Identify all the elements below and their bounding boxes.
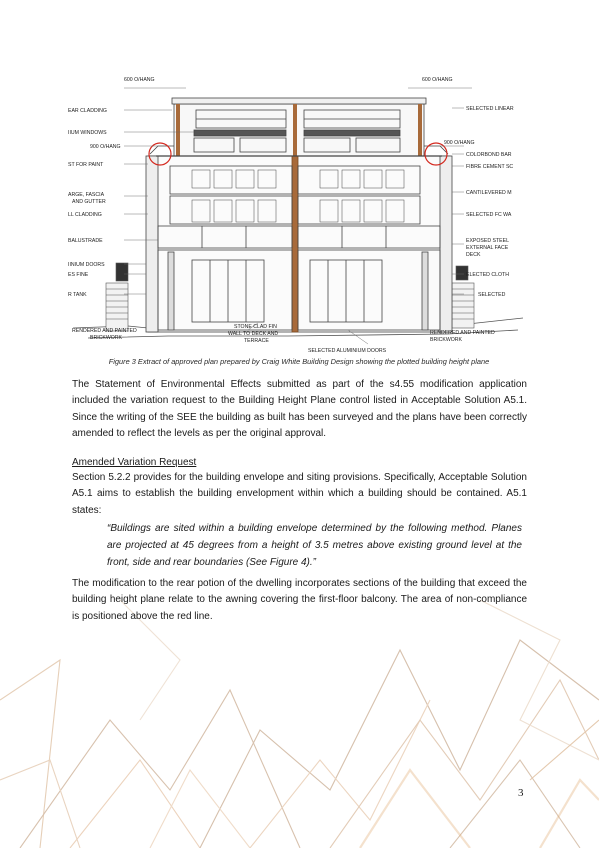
section-heading: Amended Variation Request	[72, 457, 197, 468]
label-right-external: EXTERNAL FACE	[466, 245, 509, 251]
label-right-steel: EXPOSED STEEL	[466, 238, 509, 244]
label-bottom-doors: SELECTED ALUMINIUM DOORS	[308, 348, 387, 354]
label-left-paint: ST FOR PAINT	[68, 162, 104, 168]
label-left-all-cladding: LL CLADDING	[68, 212, 102, 218]
figure-caption: Figure 3 Extract of approved plan prepared by Craig White Building Design showing the plotted building height plane	[108, 357, 490, 366]
label-right-colorbond: COLORBOND BAR	[466, 152, 512, 158]
label-center-stone-1: STONE CLAD FIN	[234, 324, 277, 330]
paragraph-modification: The modification to the rear potion of the dwelling incorporates sections of the building that exceed the building height plane relate to the awning covering the first-floor balcony. The area of non-compliance is positioned above the red line.	[72, 578, 527, 622]
label-right-selected: SELECTED	[478, 292, 506, 298]
label-right-cantilevered: CANTILEVERED M	[466, 190, 512, 196]
label-left-tank: R TANK	[68, 292, 87, 298]
label-hang-top-right: 600 O/HANG	[422, 77, 453, 83]
label-right-rendered-1: RENDERED AND PAINTED	[430, 330, 495, 336]
label-center-stone-3: TERRACE	[244, 338, 269, 344]
label-right-linear: SELECTED LINEAR	[466, 106, 514, 112]
paragraph-see: The Statement of Environmental Effects submitted as part of the s4.55 modification application included the variation request to the Building Height Plane control listed in Acceptable Solution A5.1. Since the writing of the SEE the building as built has been surveyed and the plans have been correctly amended to reflect the levels as per the original approval.	[72, 379, 527, 440]
label-left-cladding: EAR CLADDING	[68, 108, 107, 114]
label-right-hang: 900 O/HANG	[444, 140, 475, 146]
block-quote: “Buildings are sited within a building envelope determined by the following method. Planes are projected at 45 degrees from a height of 3.5 metres above existing ground level at the front, side and rear boundaries (See Figure 4).”	[107, 523, 522, 568]
label-left-fascia-2: AND GUTTER	[72, 199, 106, 205]
page-number: 3	[518, 787, 524, 799]
label-right-rendered-2: BRICKWORK	[430, 337, 462, 343]
building-body	[146, 98, 452, 332]
label-right-fibre: FIBRE CEMENT SC	[466, 164, 514, 170]
label-left-doors: IINIUM DOORS	[68, 262, 105, 268]
label-right-clothes: ELECTED CLOTH	[466, 272, 509, 278]
elevation-drawing	[68, 68, 530, 354]
paragraph-section: Section 5.2.2 provides for the building envelope and siting provisions. Specifically, Acceptable Solution A5.1 aims to establish the building envelopment within which a building should be contained. A5.1 states:	[72, 472, 527, 516]
label-left-fine: ES FINE	[68, 272, 89, 278]
label-hang-top-left: 600 O/HANG	[124, 77, 155, 83]
label-left-fascia-1: ARGE, FASCIA	[68, 192, 105, 198]
label-left-rendered-1: RENDERED AND PAINTED	[72, 328, 137, 334]
label-left-hang: 900 O/HANG	[90, 144, 121, 150]
label-left-rendered-2: BRICKWORK	[90, 335, 122, 341]
left-stair	[106, 263, 128, 331]
label-right-fc: SELECTED FC WA	[466, 212, 512, 218]
label-left-balustrade: BALUSTRADE	[68, 238, 103, 244]
label-right-deck: DECK	[466, 252, 481, 258]
label-center-stone-2: WALL TO DECK AND	[228, 331, 279, 337]
label-left-windows: IIUM WINDOWS	[68, 130, 107, 136]
